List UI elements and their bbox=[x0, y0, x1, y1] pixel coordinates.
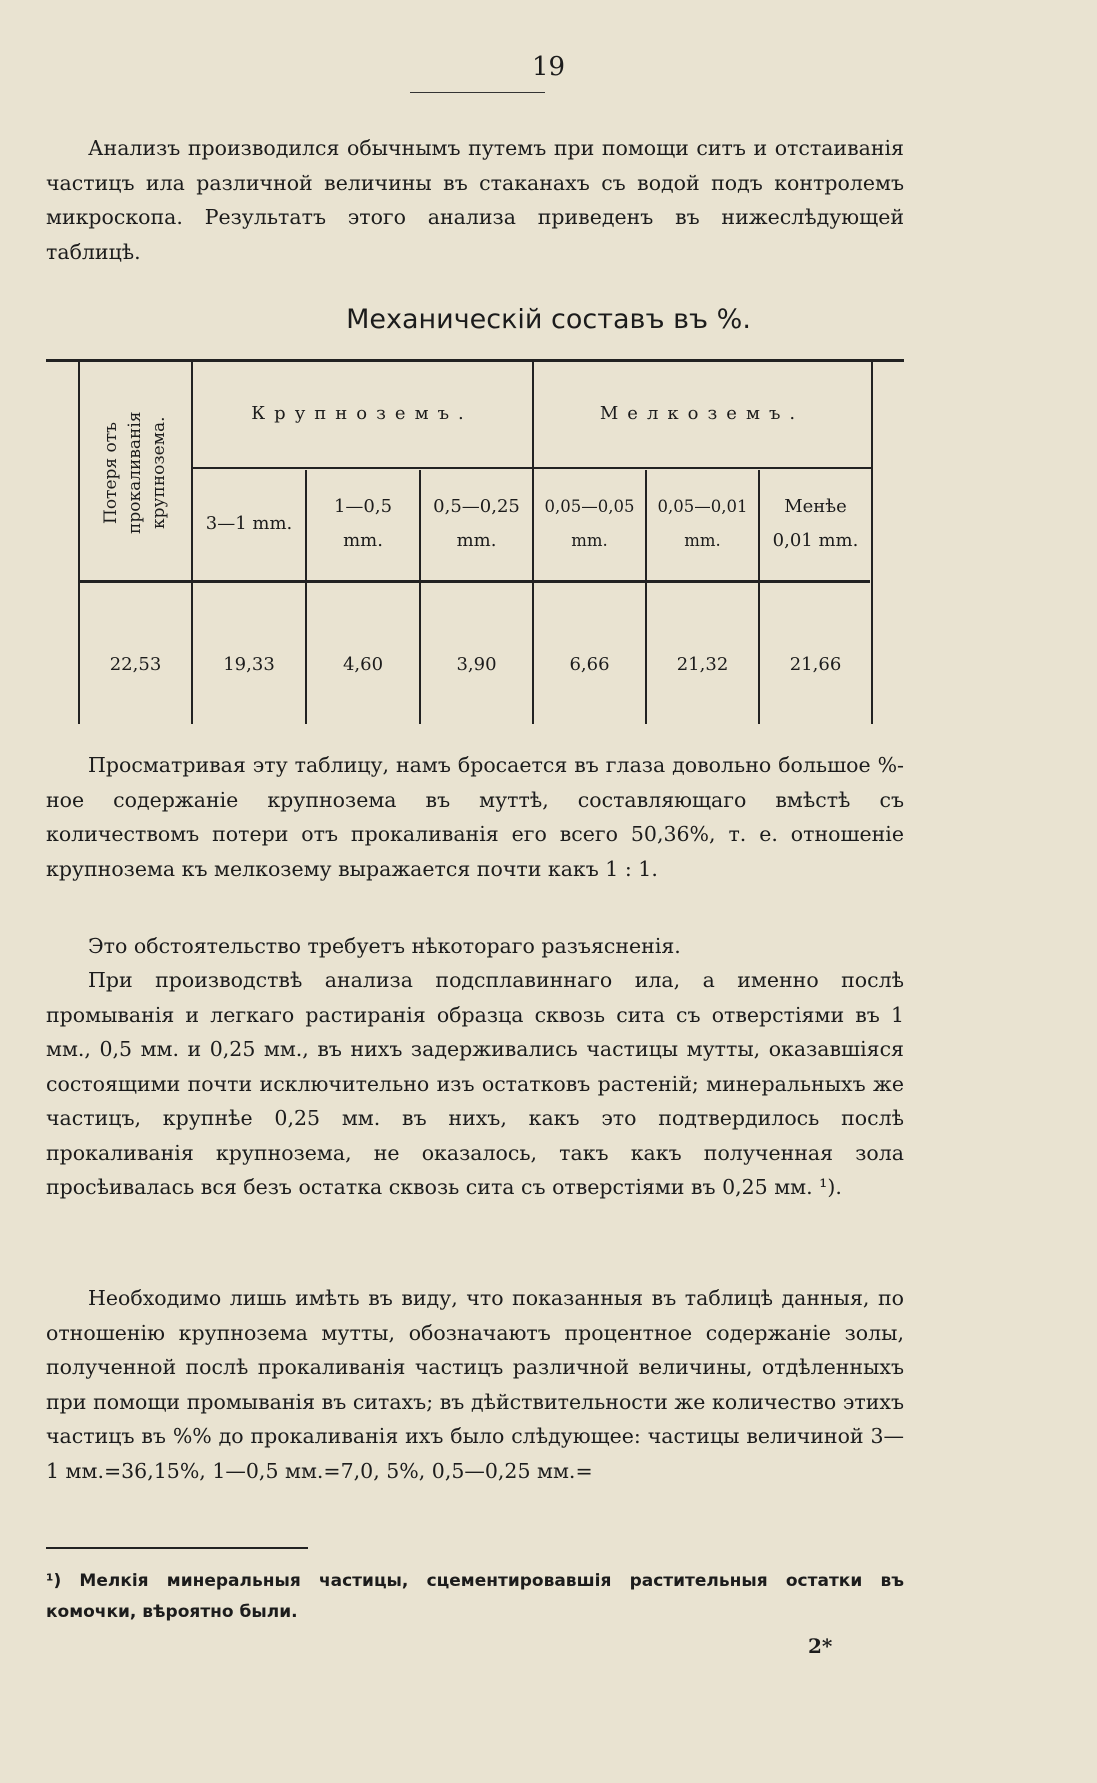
header-loss-on-ignition bbox=[80, 368, 190, 578]
intro-paragraph: Анализъ производился обычнымъ путемъ при помощи ситъ и отстаиванія частицъ ила различной величины въ стаканахъ съ водой подъ контролемъ микроскопа. Результатъ этого анализа приведенъ въ нижеслѣдующей таблицѣ. bbox=[46, 136, 904, 264]
page-number-rule bbox=[410, 92, 545, 93]
paragraph-3: При производствѣ анализа подсплавиннаго ила, а именно послѣ промыванія и легкаго растиранія образца сквозь сита съ отверстіями въ 1 мм., 0,5 мм. и 0,25 мм., въ нихъ задерживались частицы мутты, оказавшіяся состоящими почти исключительно изъ остатковъ растеній; минеральныхъ же частицъ, крупнѣе 0,25 мм. въ нихъ, какъ это подтвердилось послѣ прокаливанія крупнозема, не оказалось, такъ какъ полученная зола просѣивалась вся безъ остатка сквозь сита съ отверстіями въ 0,25 мм. ¹). bbox=[46, 968, 904, 1199]
subheader-1-05: 1—0,5 mm. bbox=[333, 496, 393, 551]
subheader-3-1: 3—1 mm. bbox=[205, 513, 293, 534]
table-cell-1-05: 4,60 bbox=[342, 654, 384, 675]
table-title: Механическій составъ въ %. bbox=[346, 304, 751, 335]
page-number: 19 bbox=[531, 52, 566, 82]
table-cell-05-025: 3,90 bbox=[456, 654, 497, 675]
subheader-05-025: 0,5—0,25 mm. bbox=[433, 496, 520, 551]
table-cell-less-001: 21,66 bbox=[789, 654, 842, 675]
footnote: ¹) Мелкія минеральныя частицы, сцементировавшія растительныя остатки въ комочки, вѣроятно были. bbox=[46, 1571, 904, 1622]
subheader-less-001: Менѣе 0,01 mm. bbox=[772, 496, 859, 551]
table-cell-005-001: 21,32 bbox=[676, 654, 729, 675]
table-cell-loss: 22,53 bbox=[109, 654, 162, 675]
header-loss-on-ignition-text: Потеря отъ прокаливанія крупнозема. bbox=[101, 411, 169, 535]
subheader-005-005: 0,05—0,05 mm. bbox=[544, 497, 635, 550]
subheader-005-001: 0,05—0,01 mm. bbox=[657, 497, 748, 550]
table-right-rule bbox=[871, 362, 873, 724]
header-melkozem: Мелкоземъ. bbox=[599, 403, 805, 424]
paragraph-1: Просматривая эту таблицу, намъ бросается въ глаза довольно большое %-ное содержаніе крупнозема въ муттѣ, составляющаго вмѣстѣ съ количествомъ потери отъ прокаливанія его всего 50,36%, т. е. отношеніе крупнозема къ мелкозему выражается почти какъ 1 : 1. bbox=[46, 753, 904, 881]
header-krupnozem: Крупноземъ. bbox=[251, 403, 473, 424]
paragraph-4: Необходимо лишь имѣть въ виду, что показанныя въ таблицѣ данныя, по отношенію крупнозема мутты, обозначаютъ процентное содержаніе золы, полученной послѣ прокаливанія частицъ различной величины, отдѣленныхъ при помощи промыванія въ ситахъ; въ дѣйствительности же количество этихъ частицъ въ %% до прокаливанія ихъ было слѣдующее: частицы величиной 3—1 мм.=36,15%, 1—0,5 мм.=7,0, 5%, 0,5—0,25 мм.= bbox=[46, 1286, 904, 1483]
header-bottom-rule bbox=[80, 580, 870, 583]
paragraph-2: Это обстоятельство требуетъ нѣкотораго разъясненія. bbox=[88, 934, 681, 958]
signature-mark: 2* bbox=[808, 1634, 833, 1658]
footnote-rule bbox=[46, 1547, 308, 1549]
table-cell-005-005: 6,66 bbox=[569, 654, 610, 675]
table-cell-3-1: 19,33 bbox=[223, 654, 275, 675]
